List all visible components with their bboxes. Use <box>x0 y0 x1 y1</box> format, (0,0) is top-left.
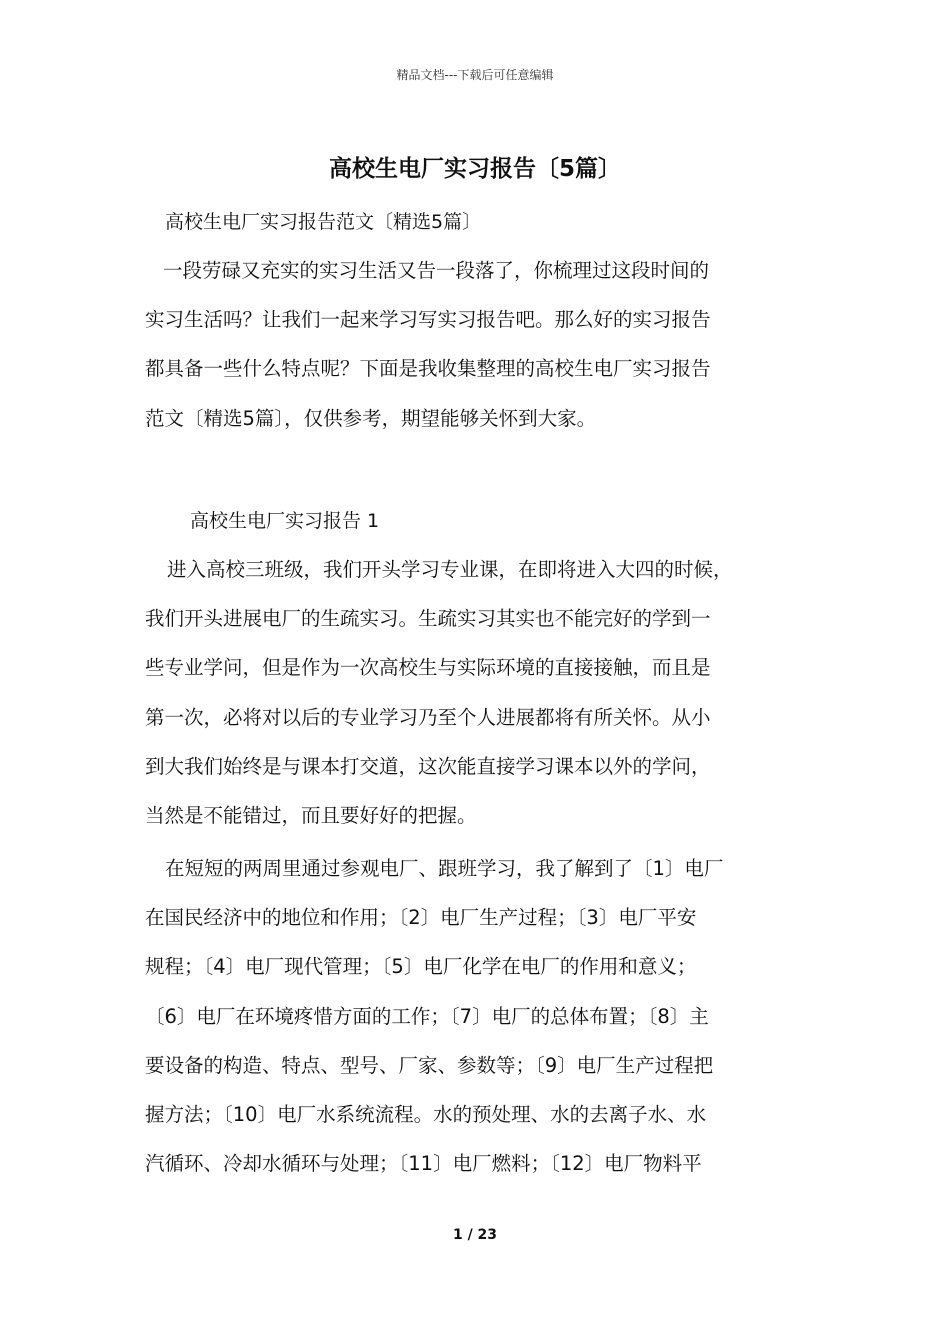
intro-paragraph <box>145 246 807 443</box>
page-header: 精品文档---下载后可任意编辑 <box>396 68 554 82</box>
paragraph-line: 规程；〔4〕电厂现代管理；〔5〕电厂化学在电厂的作用和意义； <box>145 955 697 979</box>
paragraph-line: 进入高校三班级，我们开头学习专业课，在即将进入大四的时候， <box>167 558 733 581</box>
paragraph-line: 在国民经济中的地位和作用；〔2〕电厂生产过程；〔3〕电厂平安 <box>145 906 697 930</box>
paragraph-line: 第一次，必将对以后的专业学习乃至个人进展都将有所关怀。从小 <box>145 705 711 729</box>
intro-line: 范文〔精选5篇〕，仅供参考，期望能够关怀到大家。 <box>145 406 597 430</box>
body-paragraph-1 <box>145 545 807 840</box>
paragraph-line: 些专业学问，但是作为一次高校生与实际环境的直接接触，而且是 <box>145 656 711 680</box>
paragraph-line: 〔6〕电厂在环境疼惜方面的工作；〔7〕电厂的总体布置；〔8〕主 <box>145 1004 709 1028</box>
paragraph-line: 要设备的构造、特点、型号、厂家、参数等；〔9〕电厂生产过程把 <box>145 1053 714 1077</box>
intro-line: 实习生活吗？让我们一起来学习写实习报告吧。那么好的实习报告 <box>145 308 711 332</box>
page-number: 1 / 23 <box>452 1227 498 1243</box>
paragraph-line: 在短短的两周里通过参观电厂、跟班学习，我了解到了〔1〕电厂 <box>165 857 724 880</box>
paragraph-line: 握方法；〔10〕电厂水系统流程。水的预处理、水的去离子水、水 <box>145 1103 707 1127</box>
paragraph-line: 汽循环、冷却水循环与处理；〔11〕电厂燃料；〔12〕电厂物料平 <box>145 1152 702 1176</box>
body-paragraph-2 <box>145 844 807 1188</box>
section-heading: 高校生电厂实习报告 1 <box>190 510 380 532</box>
paragraph-line: 当然是不能错过，而且要好好的把握。 <box>145 804 477 828</box>
document-subtitle: 高校生电厂实习报告范文〔精选5篇〕 <box>165 211 482 233</box>
intro-line: 一段劳碌又充实的实习生活又告一段落了，你梳理过这段时间的 <box>163 259 710 282</box>
intro-line: 都具备一些什么特点呢？下面是我收集整理的高校生电厂实习报告 <box>145 357 711 381</box>
document-title: 高校生电厂实习报告〔5篇〕 <box>328 156 621 182</box>
paragraph-line: 到大我们始终是与课本打交道，这次能直接学习课本以外的学问， <box>145 754 711 778</box>
paragraph-line: 我们开头进展电厂的生疏实习。生疏实习其实也不能完好的学到一 <box>145 607 711 631</box>
